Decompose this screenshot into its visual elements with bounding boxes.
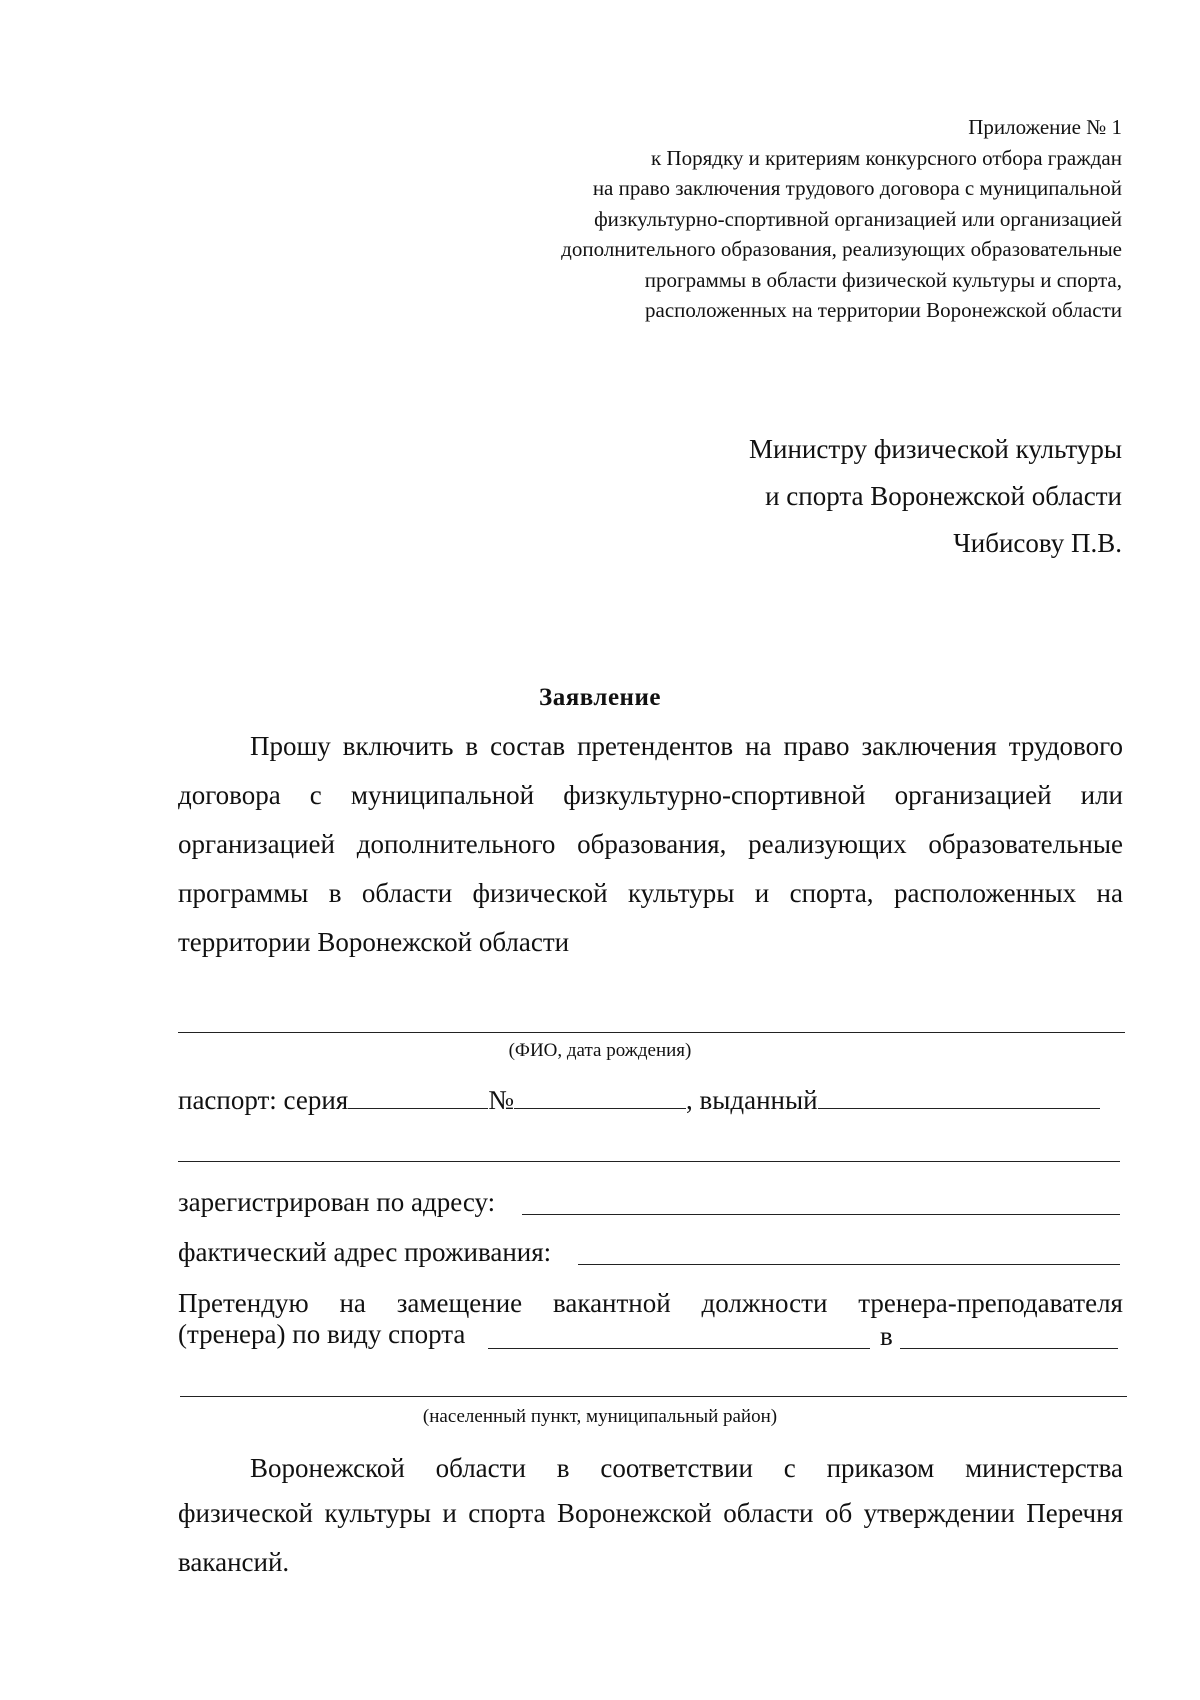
registered-address-field[interactable] [522,1214,1120,1215]
actual-address-label: фактический адрес проживания: [178,1237,552,1267]
claim-word: должности [701,1288,828,1318]
passport-issued-field[interactable] [818,1088,1100,1109]
closing-word: приказом [826,1453,935,1483]
document-title: Заявление [539,684,661,711]
closing-word: соответствии [600,1453,753,1483]
locality-field[interactable] [180,1396,1127,1397]
in-label: в [880,1321,893,1351]
claim-word: на [339,1288,366,1318]
passport-issued-continuation-field[interactable] [178,1161,1120,1162]
appendix-line: дополнительного образования, реализующих образовательные [561,237,1122,261]
appendix-line: физкультурно-спортивной организацией или организацией [594,206,1122,231]
claim-word: замещение [396,1288,523,1318]
passport-issued-label: , выданный [686,1085,818,1115]
closing-word: с [783,1453,796,1483]
locality-inline-field[interactable] [900,1348,1118,1349]
closing-word: министерства [965,1453,1123,1483]
appendix-line: расположенных на территории Воронежской области [645,298,1122,322]
passport-series-label: паспорт: серия [178,1085,349,1115]
claim-word: Претендую [178,1288,309,1318]
appendix-line: программы в области физической культуры и спорта, [644,267,1122,292]
fio-field[interactable] [178,1032,1125,1033]
sport-label: (тренера) по виду спорта [178,1319,466,1349]
fio-caption: (ФИО, дата рождения) [508,1040,692,1061]
appendix-line: на право заключения трудового договора с муниципальной [592,176,1122,200]
passport-number-field[interactable] [514,1088,686,1109]
addressee-block [749,426,1122,567]
closing-word: области [435,1453,526,1483]
closing-word: Воронежской [250,1453,405,1483]
actual-address-field[interactable] [578,1264,1120,1265]
appendix-header [561,112,1122,326]
claim-word: тренера-преподавателя [858,1288,1123,1318]
closing-word: в [556,1453,570,1483]
addressee-line: Министру физической культуры [749,434,1122,464]
claim-word: вакантной [552,1288,671,1318]
locality-caption: (населенный пункт, муниципальный район) [422,1406,778,1427]
appendix-line: Приложение № 1 [968,115,1122,139]
registered-address-label: зарегистрирован по адресу: [178,1187,496,1217]
actual-address-row [178,1236,551,1268]
sport-field[interactable] [488,1348,870,1349]
appendix-line: к Порядку и критериям конкурсного отбора граждан [650,145,1122,170]
passport-number-label: № [488,1085,514,1115]
passport-row [178,1084,1100,1116]
passport-series-field[interactable] [348,1088,488,1109]
sport-row [178,1318,465,1350]
addressee-line: Чибисову П.В. [953,528,1122,558]
addressee-line: и спорта Воронежской области [765,481,1122,511]
claim-line [178,1287,1123,1319]
closing-paragraph-rest: физической культуры и спорта Воронежской области об утверждении Перечня вакансий. [178,1498,1123,1577]
request-paragraph: Прошу включить в состав претендентов на право заключения трудового договора с муниципальной физкультурно-спортивной организацией или организацией дополнительного образования, реализующих образовательные программы в области физической культуры и спорта, расположенных на территории Воронежской области [178,731,1123,957]
registered-address-row [178,1186,495,1218]
closing-first-line [178,1452,1123,1484]
